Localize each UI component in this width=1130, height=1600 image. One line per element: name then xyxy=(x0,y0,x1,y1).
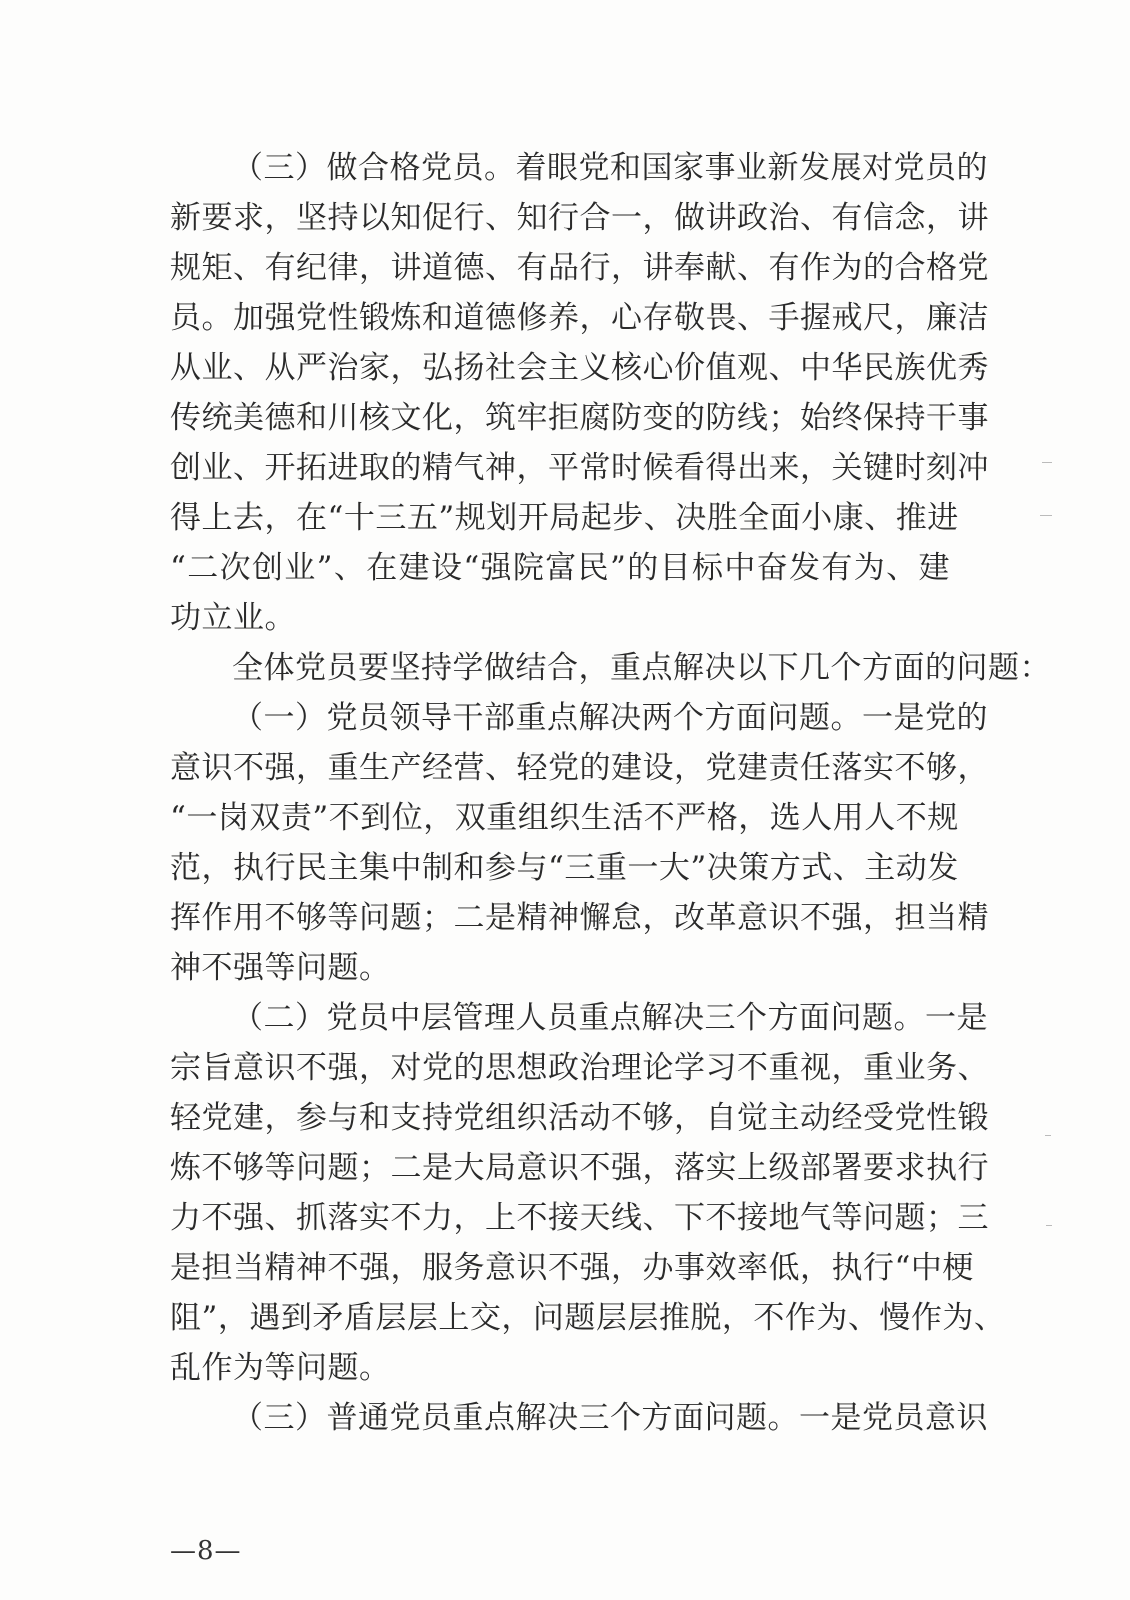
text-line: 是担当精神不强，服务意识不强，办事效率低，执行“中梗 xyxy=(170,1250,974,1286)
scan-artifact xyxy=(1046,1225,1052,1226)
text-line: 得上去，在“十三五”规划开局起步、决胜全面小康、推进 xyxy=(170,500,959,536)
text-line: （三）普通党员重点解决三个方面问题。一是党员意识 xyxy=(232,1400,988,1436)
text-line: 意识不强，重生产经营、轻党的建设，党建责任落实不够， xyxy=(170,750,989,786)
text-line: 新要求，坚持以知促行、知行合一，做讲政治、有信念，讲 xyxy=(170,200,989,236)
text-line: 乱作为等问题。 xyxy=(170,1350,391,1386)
scan-artifact xyxy=(1042,462,1052,463)
text-line: 炼不够等问题；二是大局意识不强，落实上级部署要求执行 xyxy=(170,1150,989,1186)
text-line: 轻党建，参与和支持党组织活动不够，自觉主动经受党性锻 xyxy=(170,1100,989,1136)
text-line: 阻”，遇到矛盾层层上交，问题层层推脱，不作为、慢作为、 xyxy=(170,1300,1006,1336)
text-line: （三）做合格党员。着眼党和国家事业新发展对党员的 xyxy=(232,150,988,186)
text-line: 从业、从严治家，弘扬社会主义核心价值观、中华民族优秀 xyxy=(170,350,989,386)
text-line: “一岗双责”不到位，双重组织生活不严格，选人用人不规 xyxy=(170,800,959,836)
text-line: （一）党员领导干部重点解决两个方面问题。一是党的 xyxy=(232,700,988,736)
text-line: 规矩、有纪律，讲道德、有品行，讲奉献、有作为的合格党 xyxy=(170,250,989,286)
text-line: 神不强等问题。 xyxy=(170,950,391,986)
text-line: 员。加强党性锻炼和道德修养，心存敬畏、手握戒尺，廉洁 xyxy=(170,300,989,336)
scan-artifact xyxy=(1040,515,1052,516)
scan-artifact xyxy=(1045,1135,1051,1136)
text-line: 范，执行民主集中制和参与“三重一大”决策方式、主动发 xyxy=(170,850,959,886)
text-line: 力不强、抓落实不力，上不接天线、下不接地气等问题；三 xyxy=(170,1200,989,1236)
text-line: “二次创业”、在建设“强院富民”的目标中奋发有为、建 xyxy=(170,550,950,586)
text-line: 创业、开拓进取的精气神，平常时候看得出来，关键时刻冲 xyxy=(170,450,989,486)
text-line: 功立业。 xyxy=(170,600,296,636)
text-line: 挥作用不够等问题；二是精神懈怠，改革意识不强，担当精 xyxy=(170,900,989,936)
text-line: （二）党员中层管理人员重点解决三个方面问题。一是 xyxy=(232,1000,988,1036)
page-number: —8— xyxy=(170,1536,242,1566)
text-line: 全体党员要坚持学做结合，重点解决以下几个方面的问题： xyxy=(232,650,1051,686)
text-line: 传统美德和川核文化，筑牢拒腐防变的防线；始终保持干事 xyxy=(170,400,989,436)
text-line: 宗旨意识不强，对党的思想政治理论学习不重视，重业务、 xyxy=(170,1050,989,1086)
